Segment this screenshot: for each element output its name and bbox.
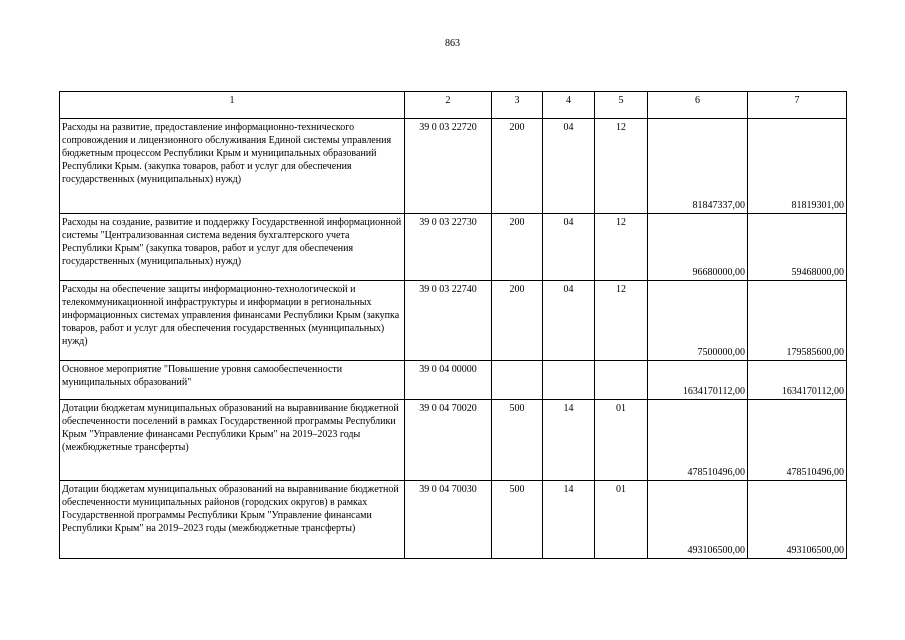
row-sum-year2: 179585600,00 xyxy=(748,281,847,361)
row-description: Расходы на развитие, предоставление информационно-технического сопровождения и лицензионного обслуживания Единой системы управления бюджетным процессом Республики Крым и муниципальных образований Республики Крым. (закупка товаров, работ и услуг для обеспечения государственных (муниципальных) нужд) xyxy=(60,119,405,214)
row-sum-year1: 493106500,00 xyxy=(648,481,748,559)
row-sum-year1: 7500000,00 xyxy=(648,281,748,361)
row-code: 39 0 04 70030 xyxy=(405,481,492,559)
row-pr: 12 xyxy=(595,214,648,281)
row-rz: 14 xyxy=(543,481,595,559)
row-description: Расходы на создание, развитие и поддержку Государственной информационной системы "Централизованная система ведения бухгалтерского учета Республики Крым" (закупка товаров, работ и услуг для обеспечения государственных (муниципальных) нужд) xyxy=(60,214,405,281)
row-sum-year2: 81819301,00 xyxy=(748,119,847,214)
row-pr: 12 xyxy=(595,119,648,214)
row-pr: 12 xyxy=(595,281,648,361)
row-code: 39 0 04 70020 xyxy=(405,400,492,481)
header-cell: 2 xyxy=(405,92,492,119)
row-vr: 500 xyxy=(492,400,543,481)
row-pr: 01 xyxy=(595,481,648,559)
row-pr: 01 xyxy=(595,400,648,481)
table-row xyxy=(60,481,847,559)
row-rz xyxy=(543,361,595,400)
header-cell: 1 xyxy=(60,92,405,119)
row-vr: 200 xyxy=(492,281,543,361)
row-sum-year1: 1634170112,00 xyxy=(648,361,748,400)
table-row xyxy=(60,361,847,400)
row-rz: 04 xyxy=(543,119,595,214)
row-vr xyxy=(492,361,543,400)
row-vr: 500 xyxy=(492,481,543,559)
row-sum-year2: 59468000,00 xyxy=(748,214,847,281)
row-sum-year2: 493106500,00 xyxy=(748,481,847,559)
header-cell: 6 xyxy=(648,92,748,119)
row-description: Основное мероприятие "Повышение уровня самообеспеченности муниципальных образований" xyxy=(60,361,405,400)
row-sum-year1: 81847337,00 xyxy=(648,119,748,214)
row-sum-year1: 96680000,00 xyxy=(648,214,748,281)
header-cell: 7 xyxy=(748,92,847,119)
row-description: Расходы на обеспечение защиты информационно-технологической и телекоммуникационной инфраструктуры и информации в региональных информационных системах управления финансами Республики Крым (закупка товаров, работ и услуг для обеспечения государственных (муниципальных) нужд) xyxy=(60,281,405,361)
row-vr: 200 xyxy=(492,214,543,281)
header-cell: 3 xyxy=(492,92,543,119)
row-pr xyxy=(595,361,648,400)
table-row xyxy=(60,281,847,361)
row-sum-year1: 478510496,00 xyxy=(648,400,748,481)
row-code: 39 0 03 22720 xyxy=(405,119,492,214)
row-description: Дотации бюджетам муниципальных образований на выравнивание бюджетной обеспеченности муниципальных районов (городских округов) в рамках Государственной программы Республики Крым "Управление финансами Республики Крым" на 2019–2023 годы (межбюджетные трансферты) xyxy=(60,481,405,559)
row-sum-year2: 1634170112,00 xyxy=(748,361,847,400)
row-vr: 200 xyxy=(492,119,543,214)
table-row xyxy=(60,214,847,281)
row-sum-year2: 478510496,00 xyxy=(748,400,847,481)
header-cell: 5 xyxy=(595,92,648,119)
row-rz: 04 xyxy=(543,214,595,281)
row-code: 39 0 03 22730 xyxy=(405,214,492,281)
budget-table xyxy=(59,91,847,559)
table-row xyxy=(60,119,847,214)
table-header-row xyxy=(60,92,847,119)
row-code: 39 0 04 00000 xyxy=(405,361,492,400)
page-number: 863 xyxy=(445,38,460,49)
table-row xyxy=(60,400,847,481)
row-rz: 14 xyxy=(543,400,595,481)
header-cell: 4 xyxy=(543,92,595,119)
row-description: Дотации бюджетам муниципальных образований на выравнивание бюджетной обеспеченности поселений в рамках Государственной программы Республики Крым "Управление финансами Республики Крым" на 2019–2023 годы (межбюджетные трансферты) xyxy=(60,400,405,481)
row-rz: 04 xyxy=(543,281,595,361)
row-code: 39 0 03 22740 xyxy=(405,281,492,361)
